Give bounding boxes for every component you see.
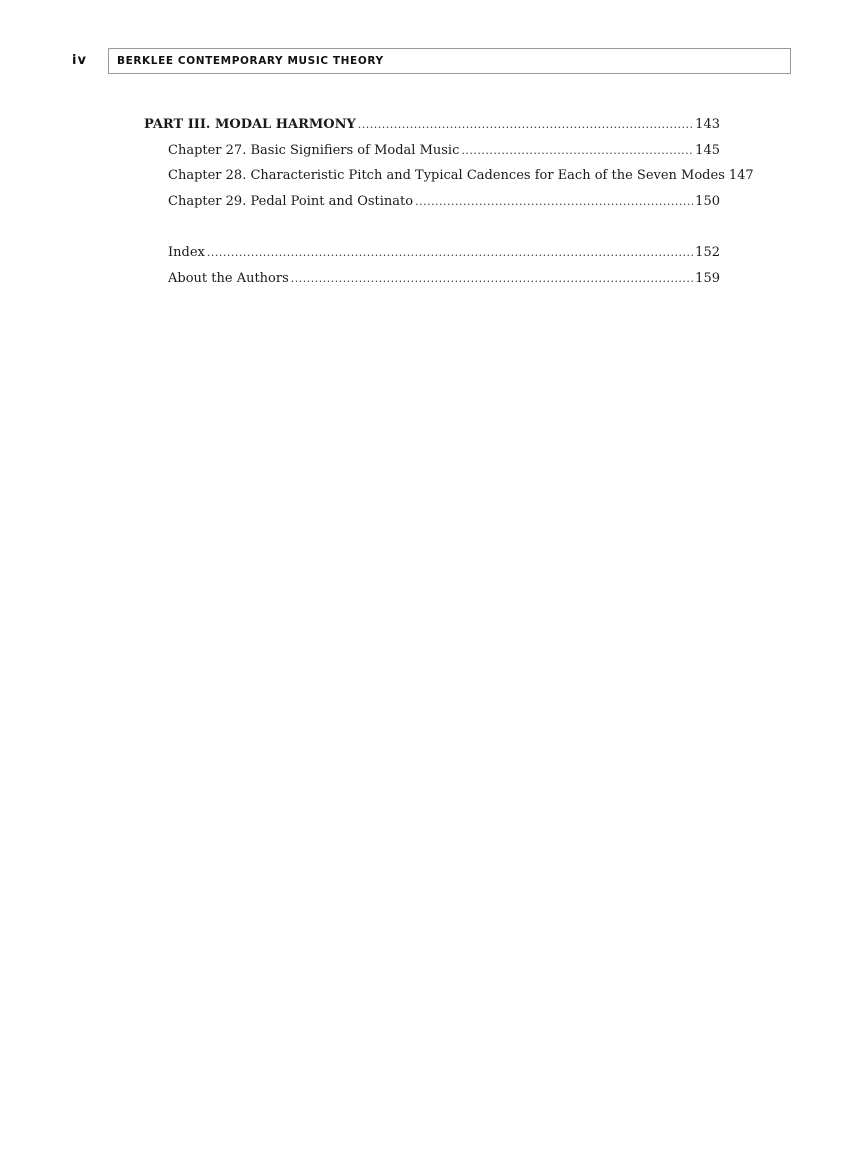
running-head — [108, 48, 791, 74]
toc-entry-page: 150 — [695, 194, 720, 209]
toc-entry-title: Index — [168, 245, 205, 260]
toc-entry-part-3[interactable] — [144, 116, 720, 134]
dot-leader — [358, 116, 693, 134]
dot-leader — [207, 244, 693, 262]
dot-leader — [461, 142, 693, 160]
toc-entry-title: Chapter 28. Characteristic Pitch and Typical Cadences for Each of the Seven Modes — [168, 168, 725, 183]
toc-entry-page: 152 — [695, 245, 720, 260]
toc-entry-about-the-authors[interactable] — [168, 270, 720, 288]
toc-entry-title: Chapter 27. Basic Signifiers of Modal Music — [168, 143, 460, 158]
toc-entry-chapter-29[interactable] — [168, 193, 720, 211]
toc-entry-title: PART III. MODAL HARMONY — [144, 117, 356, 132]
toc-entry-page: 145 — [695, 143, 720, 158]
toc-entry-chapter-27[interactable] — [168, 142, 720, 160]
page-number: iv — [72, 53, 87, 68]
dot-leader — [415, 193, 693, 211]
dot-leader — [291, 270, 693, 288]
toc-entry-title: About the Authors — [168, 271, 289, 286]
toc-entry-chapter-28[interactable] — [168, 167, 754, 185]
toc-entry-page: 143 — [695, 117, 720, 132]
running-head-title: BERKLEE CONTEMPORARY MUSIC THEORY — [117, 55, 384, 67]
toc-entry-page: 147 — [728, 168, 754, 183]
toc-entry-index[interactable] — [168, 244, 720, 262]
toc-entry-title: Chapter 29. Pedal Point and Ostinato — [168, 194, 414, 209]
toc-entry-page: 159 — [695, 271, 720, 286]
